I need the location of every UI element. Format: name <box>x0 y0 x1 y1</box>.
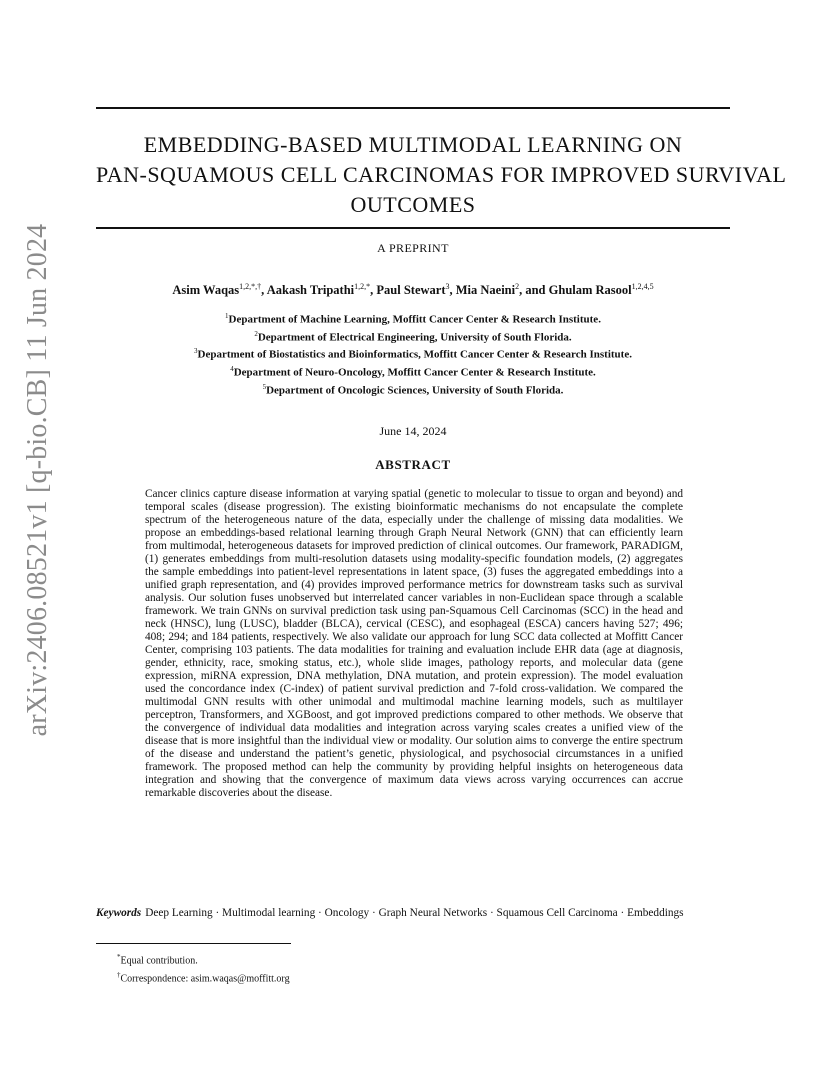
author-separator: , <box>449 283 456 298</box>
author-separator: , <box>370 283 377 298</box>
footnote-mark: * <box>117 953 121 961</box>
title-line-2: PAN-SQUAMOUS CELL CARCINOMAS FOR IMPROVED SURVIVAL <box>96 162 787 187</box>
author-list <box>96 282 730 298</box>
affiliation-item <box>96 327 730 345</box>
title-bottom-rule <box>96 227 730 229</box>
title-top-rule <box>96 107 730 109</box>
author-affil-marks: 3 <box>445 282 450 291</box>
author-name: Paul Stewart <box>376 283 446 298</box>
footnote-rule <box>96 943 291 944</box>
footnote-text: Correspondence: asim.waqas@moffitt.org <box>120 973 290 985</box>
affiliation-number: 2 <box>254 329 258 338</box>
author-affil-marks: 2 <box>515 282 520 291</box>
keywords-text: Deep Learning · Multimodal learning · Oncology · Graph Neural Networks · Squamous Cell Carcinoma · Embeddings <box>145 907 684 919</box>
affiliation-number: 5 <box>262 382 267 391</box>
affiliation-text: Department of Neuro-Oncology, Moffitt Cancer Center & Research Institute. <box>233 366 596 379</box>
abstract-heading: ABSTRACT <box>375 457 451 472</box>
affiliation-number: 4 <box>230 364 234 373</box>
keywords-label: Keywords <box>96 907 142 919</box>
title-line-3: OUTCOMES <box>350 192 476 217</box>
author-separator: , and <box>519 283 549 298</box>
affiliation-text: Department of Electrical Engineering, University of South Florida. <box>257 331 572 344</box>
footnotes <box>117 950 290 987</box>
keywords-section <box>96 906 730 920</box>
abstract-body: Cancer clinics capture disease information at varying spatial (genetic to molecular to tissue to organ and beyond) and temporal scales (disease progression). The existing bioinformatic mechanisms do not encapsulate the complete spectrum of the heterogeneous nature of the data, especially under the challenge of missing data modalities. We propose an embeddings-based relational learning through Graph Neural Network (GNN) that can efficiently learn from multimodal, heterogeneous datasets for improved prediction of clinical outcomes. Our framework, PARADIGM, (1) generates embeddings from multi-resolution datasets using modality-specific foundation models, (2) aggregates the sample embeddings into patient-level representations in latent space, (3) fuses the aggregated embeddings into a unified graph representation, and (4) provides improved performance metrics for downstream tasks such as survival analysis. Our solution fuses unobserved but interrelated cancer variables in non-Euclidean space through a scalable framework. We train GNNs on survival prediction task using pan-Squamous Cell Carcinomas (SCC) in the head and neck (HNSC), lung (LUSC), bladder (BLCA), cervical (CESC), and esophageal (ESCA) cancers having 527; 496; 408; 294; and 184 patients, respectively. We also validate our approach for lung SCC data collected at Moffitt Cancer Center, comprising 103 patients. The data modalities for training and evaluation include EHR data (age at diagnosis, gender, ethnicity, race, smoking status, etc.), whole slide images, pathology reports, and molecular data (gene expression, miRNA expression, DNA methylation, DNA mutation, and protein expression). The model evaluation used the concordance index (C-index) of patient survival prediction and 7-fold cross-validation. We compared the multimodal GNN results with other unimodal and multimodal machine learning models, such as multilayer perceptron, Transformers, and XGBoost, and got improved predictions compared to other methods. We observe that the convergence of individual data modalities and integration across varying scales creates a unified view of the disease that is more insightful than the individual view or modality. Our solution aims to converge the entire spectrum of the disease and understand the patient’s genetic, physiological, and psychosocial circumstances in a unified framework. The proposed method can help the community by providing helpful insights on heterogeneous data integration and showing that the convergence of maximum data views across varying occurrences can accrue remarkable discoveries about the disease. <box>145 488 683 799</box>
footnote-item <box>117 950 290 968</box>
affiliation-item <box>96 362 730 380</box>
author-name: Ghulam Rasool <box>548 283 632 298</box>
footnote-mark: † <box>117 971 121 980</box>
author-name: Mia Naeini <box>455 283 516 298</box>
affiliation-text: Department of Machine Learning, Moffitt Cancer Center & Research Institute. <box>228 313 601 326</box>
author-name: Asim Waqas <box>172 283 240 298</box>
arxiv-side-stamp <box>18 223 58 737</box>
affiliation-text: Department of Oncologic Sciences, University of South Florida. <box>266 384 564 397</box>
affiliation-text: Department of Biostatistics and Bioinformatics, Moffitt Cancer Center & Research Institute. <box>197 348 632 361</box>
affiliation-item <box>96 309 730 327</box>
footnote-item <box>117 968 290 986</box>
publication-date: June 14, 2024 <box>379 424 447 438</box>
author-affil-marks: 1,2,* <box>354 282 371 291</box>
affiliation-number: 1 <box>225 312 229 320</box>
paper-title <box>96 130 787 220</box>
affiliation-number: 3 <box>194 347 198 356</box>
footnote-text: Equal contribution. <box>120 955 198 967</box>
affiliation-list <box>96 309 730 397</box>
author-separator: , <box>261 283 267 298</box>
affiliation-item <box>96 344 730 362</box>
title-line-1: EMBEDDING-BASED MULTIMODAL LEARNING ON <box>143 132 683 157</box>
preprint-label: A PREPRINT <box>377 241 449 255</box>
arxiv-identifier: arXiv:2406.08521v1 [q-bio.CB] 11 Jun 2024 <box>22 223 53 737</box>
author-affil-marks: 1,2,4,5 <box>631 282 654 291</box>
author-affil-marks: 1,2,*,† <box>239 282 262 291</box>
affiliation-item <box>96 380 730 398</box>
author-name: Aakash Tripathi <box>266 283 355 298</box>
